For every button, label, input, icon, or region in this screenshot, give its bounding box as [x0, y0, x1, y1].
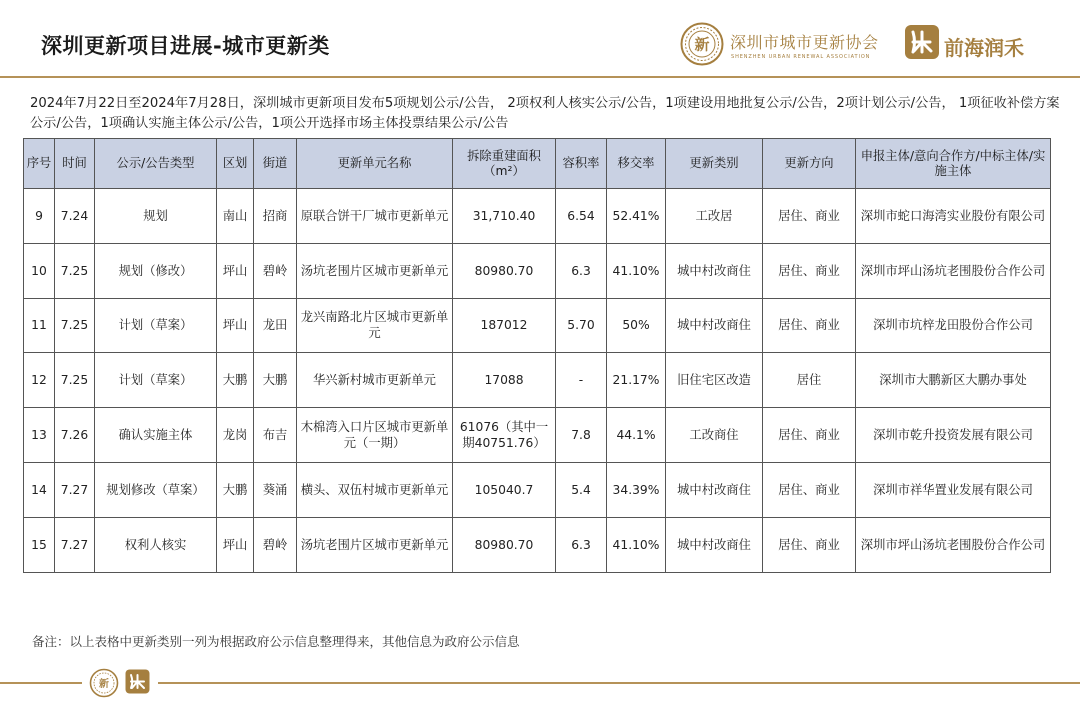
cell-entity: 深圳市蛇口海湾实业股份有限公司 [856, 189, 1051, 244]
cell-street: 碧岭 [254, 243, 297, 298]
association-logo [680, 20, 895, 70]
cell-notice-type: 计划（草案） [95, 353, 217, 408]
cell-index: 13 [24, 408, 55, 463]
cell-unit-name: 汤坑老围片区城市更新单元 [297, 517, 453, 572]
cell-street: 碧岭 [254, 517, 297, 572]
brand-logo [902, 22, 1042, 68]
cell-transfer-rate: 50% [607, 298, 666, 353]
cell-far: 5.70 [556, 298, 607, 353]
cell-area: 31,710.40 [453, 189, 556, 244]
project-table [23, 138, 1051, 573]
cell-index: 11 [24, 298, 55, 353]
cell-date: 7.27 [55, 462, 95, 517]
cell-notice-type: 计划（草案） [95, 298, 217, 353]
cell-transfer-rate: 41.10% [607, 243, 666, 298]
cell-direction: 居住、商业 [763, 462, 856, 517]
cell-district: 南山 [217, 189, 254, 244]
cell-entity: 深圳市大鹏新区大鹏办事处 [856, 353, 1051, 408]
cell-street: 龙田 [254, 298, 297, 353]
cell-district: 坪山 [217, 298, 254, 353]
cell-district: 坪山 [217, 243, 254, 298]
cell-street: 招商 [254, 189, 297, 244]
title-divider [0, 76, 1080, 78]
cell-far: 7.8 [556, 408, 607, 463]
cell-date: 7.27 [55, 517, 95, 572]
association-seal-icon [680, 22, 724, 66]
cell-direction: 居住、商业 [763, 517, 856, 572]
cell-direction: 居住、商业 [763, 298, 856, 353]
footer-divider-left [0, 682, 82, 684]
column-header: 容积率 [556, 139, 607, 189]
cell-date: 7.25 [55, 243, 95, 298]
column-header: 申报主体/意向合作方/中标主体/实施主体 [856, 139, 1051, 189]
cell-category: 工改居 [666, 189, 763, 244]
cell-entity: 深圳市坑梓龙田股份合作公司 [856, 298, 1051, 353]
table-row [24, 353, 1051, 408]
cell-district: 龙岗 [217, 408, 254, 463]
cell-area: 80980.70 [453, 243, 556, 298]
cell-district: 大鹏 [217, 353, 254, 408]
column-header: 街道 [254, 139, 297, 189]
cell-unit-name: 原联合饼干厂城市更新单元 [297, 189, 453, 244]
cell-unit-name: 木棉湾入口片区城市更新单元（一期） [297, 408, 453, 463]
cell-area: 187012 [453, 298, 556, 353]
cell-date: 7.26 [55, 408, 95, 463]
cell-direction: 居住 [763, 353, 856, 408]
cell-entity: 深圳市乾升投资发展有限公司 [856, 408, 1051, 463]
cell-notice-type: 规划 [95, 189, 217, 244]
association-name-en: SHENZHEN URBAN RENEWAL ASSOCIATION [731, 54, 871, 60]
cell-area: 61076（其中一期40751.76） [453, 408, 556, 463]
cell-area: 80980.70 [453, 517, 556, 572]
cell-transfer-rate: 21.17% [607, 353, 666, 408]
column-header: 更新单元名称 [297, 139, 453, 189]
cell-index: 9 [24, 189, 55, 244]
cell-street: 布吉 [254, 408, 297, 463]
column-header: 时间 [55, 139, 95, 189]
cell-area: 17088 [453, 353, 556, 408]
cell-unit-name: 横头、双伍村城市更新单元 [297, 462, 453, 517]
column-header: 拆除重建面积（m²） [453, 139, 556, 189]
column-header: 更新方向 [763, 139, 856, 189]
brand-mark-icon [902, 22, 942, 62]
table-row [24, 298, 1051, 353]
cell-far: 6.54 [556, 189, 607, 244]
cell-transfer-rate: 41.10% [607, 517, 666, 572]
cell-far: - [556, 353, 607, 408]
cell-category: 城中村改商住 [666, 462, 763, 517]
cell-entity: 深圳市坪山汤坑老围股份合作公司 [856, 517, 1051, 572]
table-row [24, 189, 1051, 244]
page-title: 深圳更新项目进展-城市更新类 [41, 34, 330, 58]
footer-seal-glyph: 新 [99, 679, 109, 690]
cell-far: 6.3 [556, 517, 607, 572]
cell-unit-name: 华兴新村城市更新单元 [297, 353, 453, 408]
cell-far: 6.3 [556, 243, 607, 298]
cell-category: 旧住宅区改造 [666, 353, 763, 408]
cell-unit-name: 龙兴南路北片区城市更新单元 [297, 298, 453, 353]
cell-index: 12 [24, 353, 55, 408]
cell-category: 城中村改商住 [666, 517, 763, 572]
cell-transfer-rate: 44.1% [607, 408, 666, 463]
intro-paragraph: 2024年7月22日至2024年7月28日，深圳城市更新项目发布5项规划公示/公告， 2项权利人核实公示/公告，1项建设用地批复公示/公告，2项计划公示/公告， 1项征收补偿方案公示/公告，1项确认实施主体公示/公告，1项公开选择市场主体投票结果公示/公告 [30, 96, 1060, 131]
cell-date: 7.25 [55, 353, 95, 408]
footnote: 备注：以上表格中更新类别一列为根据政府公示信息整理得来，其他信息为政府公示信息 [32, 634, 520, 649]
cell-notice-type: 规划（修改） [95, 243, 217, 298]
table-header-row [24, 139, 1051, 189]
cell-index: 14 [24, 462, 55, 517]
cell-district: 大鹏 [217, 462, 254, 517]
column-header: 序号 [24, 139, 55, 189]
association-name: 深圳市城市更新协会 [730, 33, 879, 52]
table-row [24, 517, 1051, 572]
cell-street: 大鹏 [254, 353, 297, 408]
cell-direction: 居住、商业 [763, 408, 856, 463]
cell-notice-type: 权利人核实 [95, 517, 217, 572]
column-header: 公示/公告类型 [95, 139, 217, 189]
cell-date: 7.25 [55, 298, 95, 353]
column-header: 区划 [217, 139, 254, 189]
cell-category: 工改商住 [666, 408, 763, 463]
cell-unit-name: 汤坑老围片区城市更新单元 [297, 243, 453, 298]
column-header: 更新类别 [666, 139, 763, 189]
footer-brand-mark-icon [124, 668, 151, 695]
cell-index: 10 [24, 243, 55, 298]
cell-entity: 深圳市坪山汤坑老围股份合作公司 [856, 243, 1051, 298]
cell-far: 5.4 [556, 462, 607, 517]
seal-glyph: 新 [694, 35, 710, 54]
cell-date: 7.24 [55, 189, 95, 244]
cell-notice-type: 规划修改（草案） [95, 462, 217, 517]
cell-street: 葵涌 [254, 462, 297, 517]
cell-transfer-rate: 34.39% [607, 462, 666, 517]
cell-category: 城中村改商住 [666, 243, 763, 298]
brand-name: 前海润禾 [944, 36, 1024, 60]
cell-direction: 居住、商业 [763, 243, 856, 298]
table-row [24, 408, 1051, 463]
footer-seal-icon [89, 668, 119, 698]
cell-notice-type: 确认实施主体 [95, 408, 217, 463]
cell-entity: 深圳市祥华置业发展有限公司 [856, 462, 1051, 517]
cell-index: 15 [24, 517, 55, 572]
table-row [24, 462, 1051, 517]
cell-area: 105040.7 [453, 462, 556, 517]
cell-category: 城中村改商住 [666, 298, 763, 353]
cell-district: 坪山 [217, 517, 254, 572]
cell-direction: 居住、商业 [763, 189, 856, 244]
column-header: 移交率 [607, 139, 666, 189]
footer-divider-right [158, 682, 1080, 684]
cell-transfer-rate: 52.41% [607, 189, 666, 244]
table-row [24, 243, 1051, 298]
